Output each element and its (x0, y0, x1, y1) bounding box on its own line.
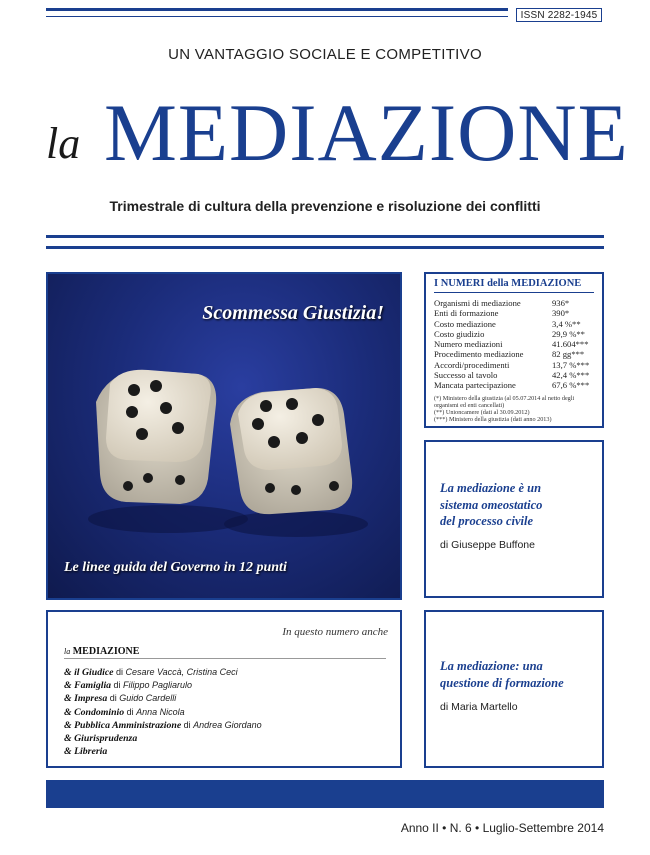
issue-section-name: & Giurisprudenza (64, 733, 138, 745)
numbers-label: Costo giudizio (434, 328, 485, 339)
numbers-label: Procedimento mediazione (434, 349, 524, 360)
issue-section-di: di (115, 667, 123, 677)
cover-headline: Scommessa Giustizia! (202, 302, 384, 324)
issue-section-item[interactable] (64, 666, 394, 679)
numbers-label: Organismi di mediazione (434, 298, 521, 308)
numbers-row (434, 370, 594, 380)
numbers-value: 29,9 %** (552, 328, 585, 339)
numbers-value: 42,4 %*** (552, 370, 590, 381)
footnote: (*) Ministero della giustizia (al 05.07.2014 al netto degli organismi ed enti cancellati) (434, 394, 575, 409)
issue-section-name: & Famiglia (64, 680, 112, 692)
issue-section-authors: Filippo Pagliarulo (123, 680, 193, 691)
numbers-row (434, 319, 594, 329)
cover-caption: Le linee guida del Governo in 12 punti (64, 560, 287, 575)
article-title-line: questione di formazione (440, 675, 564, 690)
numbers-label: Mancata partecipazione (434, 380, 516, 391)
edition-info: Anno II • N. 6 • Luglio-Settembre 2014 (400, 821, 604, 835)
article-title-line: La mediazione: una (440, 659, 543, 673)
issue-section-item[interactable] (64, 679, 394, 692)
issue-section-authors: Andrea Giordano (193, 719, 262, 730)
article-box-1 (424, 440, 604, 598)
numbers-value: 3,4 %** (552, 318, 581, 329)
issue-section-item[interactable] (64, 745, 394, 758)
article-title-line: La mediazione è un (440, 481, 542, 495)
tagline: UN VANTAGGIO SOCIALE E COMPETITIVO (168, 46, 482, 63)
in-this-issue-box (46, 610, 402, 768)
numbers-value: 41.604*** (552, 339, 589, 350)
numbers-label: Successo al tavolo (434, 370, 498, 381)
issue-section-name: & Impresa (64, 693, 108, 705)
article-author-1: di Giuseppe Buffone (440, 539, 535, 551)
issue-section-di: di (183, 719, 191, 730)
issue-masthead (64, 646, 386, 659)
masthead-title: MEDIAZIONE (104, 87, 629, 178)
numbers-label: Numero mediazioni (434, 339, 503, 350)
top-rule-thin (46, 16, 508, 17)
die-left (96, 370, 216, 504)
numbers-value: 67,6 %*** (552, 380, 590, 391)
numbers-value: 936* (552, 298, 570, 308)
issue-section-authors: Guido Cardelli (119, 693, 177, 704)
numbers-label: Enti di formazione (434, 308, 499, 319)
issue-section-name: & il Giudice (64, 667, 114, 678)
numbers-row (434, 360, 594, 370)
issue-section-name: & Condominio (64, 706, 125, 718)
numbers-row (434, 298, 594, 308)
numbers-heading: I NUMERI della MEDIAZIONE (434, 278, 594, 293)
numbers-label: Costo mediazione (434, 318, 496, 329)
footnote: (**) Unioncamere (dati al 30.09.2012) (434, 409, 530, 417)
masthead (46, 87, 629, 178)
issue-section-di: di (109, 693, 117, 704)
article-title-line: del processo civile (440, 514, 534, 528)
article-title-2[interactable] (440, 658, 564, 691)
header-rule-2 (46, 246, 604, 249)
numbers-value: 13,7 %*** (552, 359, 590, 370)
issn-badge: ISSN 2282-1945 (516, 8, 602, 22)
numbers-table (434, 298, 594, 391)
article-title-1[interactable] (440, 480, 542, 530)
numbers-value: 82 gg*** (552, 349, 585, 360)
numbers-label: Accordi/procedimenti (434, 359, 510, 370)
bottom-bar (46, 780, 604, 808)
numbers-row (434, 308, 594, 318)
masthead-prefix: la (46, 119, 81, 168)
issue-section-authors: Anna Nicola (136, 706, 185, 717)
numbers-footnotes (434, 395, 594, 424)
issue-section-list (64, 666, 394, 758)
numbers-row (434, 329, 594, 339)
issue-section-item[interactable] (64, 706, 394, 719)
in-this-issue-heading: In questo numero anche (282, 626, 388, 638)
issue-section-item[interactable] (64, 732, 394, 745)
die-right (230, 388, 352, 514)
issue-section-authors: Cesare Vaccà, Cristina Ceci (125, 667, 238, 677)
numbers-value: 390* (552, 308, 570, 319)
numbers-row (434, 349, 594, 359)
header-rule-1 (46, 235, 604, 238)
cover-image (46, 272, 402, 600)
footnote: (***) Ministero della giustizia (dati anno 2013) (434, 416, 552, 424)
issue-section-name: & Libreria (64, 746, 108, 758)
issue-section-di: di (126, 706, 134, 717)
numbers-row (434, 339, 594, 349)
numbers-row (434, 380, 594, 390)
top-rule (46, 8, 508, 11)
issue-section-item[interactable] (64, 719, 394, 732)
numbers-box (424, 272, 604, 428)
subtitle: Trimestrale di cultura della prevenzione e risoluzione dei conflitti (109, 198, 541, 214)
article-title-line: sistema omeostatico (440, 497, 543, 512)
issue-section-di: di (113, 680, 121, 691)
article-box-2 (424, 610, 604, 768)
issue-section-item[interactable] (64, 692, 394, 705)
issue-mast-title: MEDIAZIONE (72, 646, 140, 657)
article-author-2: di Maria Martello (440, 701, 518, 713)
issue-section-name: & Pubblica Amministrazione (64, 719, 182, 731)
issue-mast-prefix: la (64, 647, 71, 656)
